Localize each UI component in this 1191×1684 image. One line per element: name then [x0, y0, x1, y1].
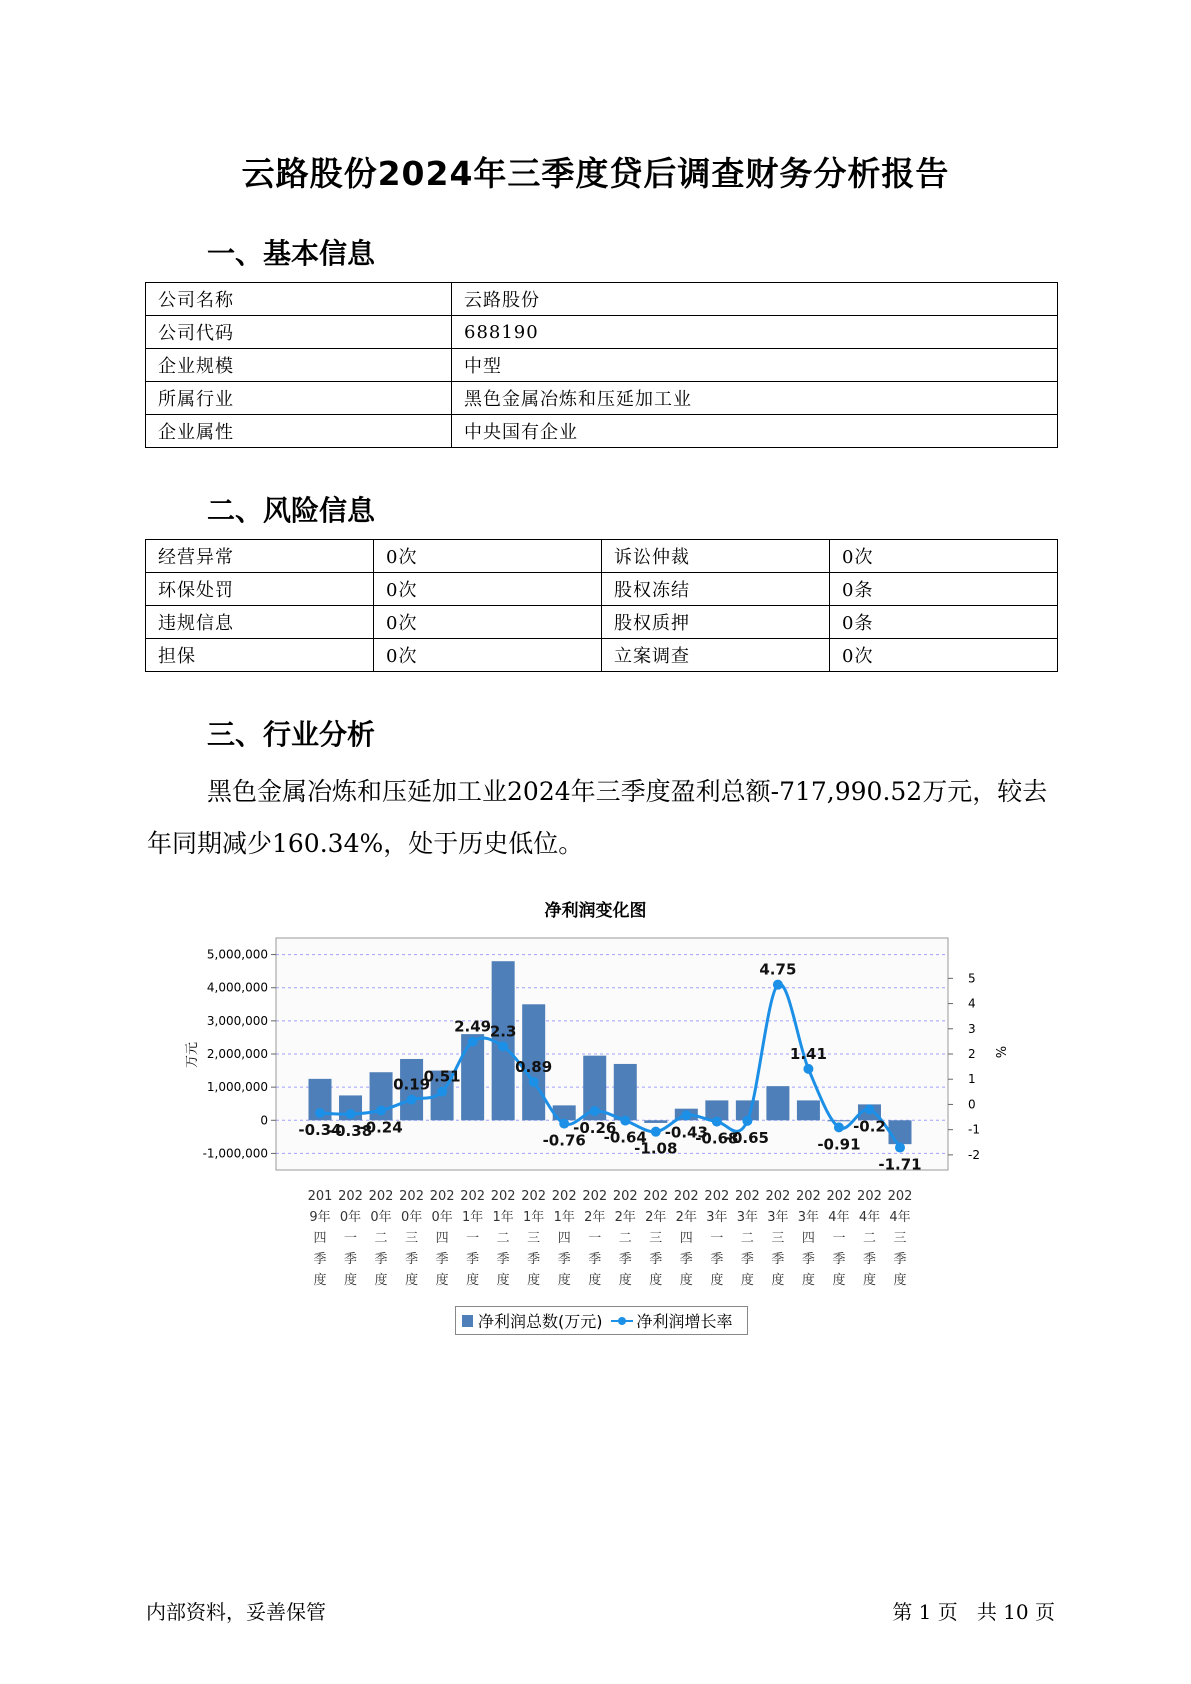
- x-tick-label: 202: [887, 1189, 913, 1204]
- left-tick-label: 0: [260, 1113, 268, 1128]
- bar-5: [461, 1034, 484, 1120]
- data-label-14: -0.65: [725, 1128, 769, 1147]
- x-tick-label: 四: [557, 1231, 571, 1246]
- x-tick-label: 202: [399, 1189, 424, 1204]
- x-tick-label: 0年: [400, 1210, 423, 1225]
- x-tick-label: 季: [771, 1252, 785, 1267]
- x-tick-label: 三: [405, 1231, 419, 1246]
- x-tick-label: 202: [612, 1189, 638, 1204]
- x-tick-label: 一: [344, 1231, 358, 1246]
- right-tick-label: -2: [968, 1147, 980, 1162]
- x-tick-label: 季: [801, 1252, 815, 1267]
- growth-rate-point-8: [559, 1119, 569, 1129]
- x-tick-label: 四: [435, 1231, 449, 1246]
- x-tick-label: 度: [649, 1273, 663, 1288]
- data-label-5: 2.49: [454, 1017, 492, 1036]
- row-label: 公司名称: [146, 283, 452, 316]
- x-tick-label: 202: [460, 1189, 486, 1204]
- risk-label: 诉讼仲裁: [602, 540, 830, 573]
- risk-value: 0次: [374, 540, 602, 573]
- x-tick-label: 2年: [675, 1210, 697, 1225]
- left-tick-label: 4,000,000: [206, 980, 268, 995]
- x-tick-label: 2年: [614, 1210, 636, 1225]
- x-tick-label: 2年: [584, 1210, 606, 1225]
- data-label-19: -1.71: [878, 1155, 922, 1174]
- data-label-8: -0.76: [542, 1131, 586, 1150]
- bar-15: [766, 1086, 789, 1120]
- data-label-4: 0.51: [423, 1067, 461, 1086]
- data-label-17: -0.91: [817, 1135, 861, 1154]
- data-label-7: 0.89: [515, 1057, 553, 1076]
- x-tick-label: 202: [734, 1189, 760, 1204]
- left-tick-label: 1,000,000: [206, 1080, 268, 1095]
- section-heading-basic-info: 一、基本信息: [207, 237, 376, 270]
- risk-label: 股权质押: [602, 606, 830, 639]
- x-tick-label: 度: [893, 1273, 907, 1288]
- x-tick-label: 度: [740, 1273, 754, 1288]
- row-value: 中央国有企业: [452, 415, 1058, 448]
- legend-bar-swatch: [462, 1315, 473, 1327]
- data-label-11: -1.08: [634, 1139, 678, 1158]
- risk-value: 0次: [830, 540, 1058, 573]
- risk-label: 经营异常: [146, 540, 374, 573]
- risk-value: 0条: [830, 573, 1058, 606]
- x-tick-label: 四: [801, 1231, 815, 1246]
- data-label-9: -0.26: [573, 1118, 617, 1137]
- x-tick-label: 度: [832, 1273, 846, 1288]
- x-tick-label: 二: [862, 1231, 876, 1246]
- row-value: 黑色金属冶炼和压延加工业: [452, 382, 1058, 415]
- x-tick-label: 季: [496, 1252, 510, 1267]
- x-tick-label: 季: [679, 1252, 693, 1267]
- x-tick-label: 度: [405, 1273, 419, 1288]
- x-tick-label: 三: [771, 1231, 785, 1246]
- x-tick-label: 202: [857, 1189, 882, 1204]
- x-tick-label: 季: [405, 1252, 419, 1267]
- x-tick-label: 度: [313, 1273, 327, 1288]
- bar-16: [797, 1100, 820, 1120]
- legend-line-label: 净利润增长率: [636, 1312, 733, 1331]
- growth-rate-point-6: [498, 1041, 508, 1051]
- growth-rate-point-1: [346, 1109, 356, 1119]
- data-label-2: -0.24: [359, 1118, 403, 1137]
- x-tick-label: 三: [893, 1231, 907, 1246]
- x-tick-label: 3年: [797, 1210, 820, 1225]
- x-tick-label: 一: [588, 1231, 602, 1246]
- right-tick-label: 2: [968, 1047, 976, 1061]
- x-tick-label: 202: [368, 1189, 394, 1204]
- x-tick-label: 一: [466, 1231, 480, 1246]
- x-tick-label: 度: [679, 1273, 693, 1288]
- data-label-15: 4.75: [759, 960, 797, 979]
- x-tick-label: 度: [435, 1273, 449, 1288]
- legend-bar-label: 净利润总数(万元): [478, 1312, 603, 1331]
- left-tick-label: -1,000,000: [202, 1146, 268, 1161]
- right-tick-label: 5: [968, 971, 976, 986]
- row-value: 中型: [452, 349, 1058, 382]
- x-tick-label: 度: [344, 1273, 358, 1288]
- x-tick-label: 三: [649, 1231, 663, 1246]
- x-tick-label: 202: [551, 1189, 577, 1204]
- risk-value: 0次: [374, 606, 602, 639]
- x-tick-label: 季: [557, 1252, 571, 1267]
- x-tick-label: 度: [496, 1273, 510, 1288]
- x-tick-label: 0年: [370, 1210, 392, 1225]
- growth-rate-point-4: [437, 1087, 447, 1097]
- footer-page-number: 第 1 页 共 10 页: [892, 1600, 1055, 1624]
- x-tick-label: 2年: [645, 1210, 667, 1225]
- x-tick-label: 0年: [339, 1210, 362, 1225]
- risk-label: 股权冻结: [602, 573, 830, 606]
- paragraph-text: 黑色金属冶炼和压延加工业2024年三季度盈利总额-717,990.52万元，较去年同期减少160.34%，处于历史低位。: [147, 777, 1048, 858]
- x-tick-label: 1年: [492, 1210, 514, 1225]
- x-tick-label: 度: [771, 1273, 785, 1288]
- data-label-6: 2.3: [489, 1022, 517, 1041]
- left-tick-label: 2,000,000: [206, 1047, 268, 1061]
- growth-rate-point-14: [742, 1116, 752, 1126]
- data-label-10: -0.64: [603, 1128, 647, 1147]
- growth-rate-point-10: [620, 1116, 630, 1126]
- bar-19: [889, 1120, 912, 1144]
- x-tick-label: 度: [862, 1273, 876, 1288]
- x-tick-label: 202: [826, 1189, 852, 1204]
- row-value: 688190: [452, 316, 1058, 349]
- growth-rate-point-5: [468, 1037, 478, 1047]
- x-tick-label: 季: [374, 1252, 388, 1267]
- right-tick-label: 4: [968, 996, 976, 1011]
- right-tick-label: 3: [968, 1021, 976, 1036]
- growth-rate-point-17: [834, 1122, 844, 1132]
- x-tick-label: 201: [307, 1189, 333, 1204]
- x-tick-label: 季: [832, 1252, 846, 1267]
- x-tick-label: 季: [710, 1252, 724, 1267]
- x-tick-label: 度: [618, 1273, 632, 1288]
- x-tick-label: 1年: [523, 1210, 545, 1225]
- section-heading-risk-info: 二、风险信息: [207, 494, 376, 527]
- chart-legend: [455, 1306, 748, 1335]
- growth-rate-point-19: [895, 1143, 905, 1153]
- x-tick-label: 202: [704, 1189, 730, 1204]
- data-label-18: -0.2: [853, 1117, 886, 1136]
- row-value: 云路股份: [452, 283, 1058, 316]
- x-tick-label: 度: [557, 1273, 571, 1288]
- x-tick-label: 三: [527, 1231, 541, 1246]
- x-tick-label: 季: [466, 1252, 480, 1267]
- left-tick-label: 3,000,000: [206, 1013, 268, 1028]
- growth-rate-point-16: [803, 1064, 813, 1074]
- risk-label: 违规信息: [146, 606, 374, 639]
- x-tick-label: 季: [588, 1252, 602, 1267]
- x-tick-label: 季: [313, 1252, 327, 1267]
- footer-confidential-note: 内部资料，妥善保管: [146, 1600, 326, 1624]
- x-tick-label: 4年: [828, 1210, 850, 1225]
- chart-title: 净利润变化图: [544, 901, 647, 921]
- x-tick-label: 202: [673, 1189, 699, 1204]
- x-tick-label: 202: [490, 1189, 516, 1204]
- x-tick-label: 4年: [889, 1210, 911, 1225]
- x-tick-label: 二: [740, 1231, 754, 1246]
- growth-rate-point-11: [651, 1127, 661, 1137]
- risk-value: 0条: [830, 606, 1058, 639]
- x-tick-label: 202: [338, 1189, 363, 1204]
- x-tick-label: 1年: [553, 1210, 575, 1225]
- x-tick-label: 季: [649, 1252, 663, 1267]
- x-tick-label: 3年: [706, 1210, 728, 1225]
- x-tick-label: 度: [527, 1273, 541, 1288]
- x-tick-label: 度: [588, 1273, 602, 1288]
- data-label-16: 1.41: [789, 1044, 827, 1063]
- row-label: 企业属性: [146, 415, 452, 448]
- x-tick-label: 1年: [461, 1210, 484, 1225]
- x-tick-label: 季: [862, 1252, 876, 1267]
- x-tick-label: 季: [344, 1252, 358, 1267]
- bar-10: [614, 1064, 637, 1120]
- x-tick-label: 二: [496, 1231, 510, 1246]
- risk-value: 0次: [374, 639, 602, 672]
- growth-rate-point-2: [376, 1105, 386, 1115]
- x-tick-label: 度: [710, 1273, 724, 1288]
- left-tick-label: 5,000,000: [206, 947, 268, 962]
- x-tick-label: 二: [618, 1231, 632, 1246]
- legend-line-swatch: [611, 1315, 633, 1327]
- x-tick-label: 一: [832, 1231, 846, 1246]
- data-label-3: 0.19: [393, 1075, 431, 1094]
- x-tick-label: 四: [313, 1231, 327, 1246]
- left-axis-label: 万元: [185, 1041, 200, 1069]
- data-label-13: -0.68: [695, 1129, 739, 1148]
- growth-rate-point-9: [590, 1106, 600, 1116]
- data-label-12: -0.43: [664, 1123, 708, 1142]
- right-axis-label: %: [992, 1045, 1007, 1059]
- x-tick-label: 0年: [431, 1210, 453, 1225]
- risk-label: 担保: [146, 639, 374, 672]
- x-tick-label: 四: [679, 1231, 693, 1246]
- x-tick-label: 202: [643, 1189, 669, 1204]
- risk-value: 0次: [830, 639, 1058, 672]
- row-label: 企业规模: [146, 349, 452, 382]
- x-tick-label: 4年: [858, 1210, 881, 1225]
- right-tick-label: -1: [968, 1122, 980, 1137]
- x-tick-label: 202: [429, 1189, 455, 1204]
- x-tick-label: 季: [893, 1252, 907, 1267]
- growth-rate-point-0: [315, 1108, 325, 1118]
- risk-label: 环保处罚: [146, 573, 374, 606]
- row-label: 所属行业: [146, 382, 452, 415]
- right-tick-label: 0: [968, 1097, 976, 1112]
- growth-rate-point-18: [864, 1104, 874, 1114]
- risk-label: 立案调查: [602, 639, 830, 672]
- growth-rate-point-15: [773, 980, 783, 990]
- right-tick-label: 1: [968, 1072, 976, 1087]
- risk-value: 0次: [374, 573, 602, 606]
- data-label-1: -0.38: [328, 1122, 373, 1141]
- row-label: 公司代码: [146, 316, 452, 349]
- growth-rate-point-13: [712, 1117, 722, 1127]
- x-tick-label: 二: [374, 1231, 388, 1246]
- x-tick-label: 季: [435, 1252, 449, 1267]
- x-tick-label: 季: [527, 1252, 541, 1267]
- growth-rate-point-7: [529, 1077, 539, 1087]
- growth-rate-point-3: [407, 1095, 417, 1105]
- x-tick-label: 202: [796, 1189, 821, 1204]
- growth-rate-point-12: [681, 1110, 691, 1120]
- x-tick-label: 3年: [736, 1210, 759, 1225]
- x-tick-label: 202: [582, 1189, 608, 1204]
- document-title: 云路股份2024年三季度贷后调查财务分析报告: [241, 154, 950, 193]
- x-tick-label: 度: [374, 1273, 388, 1288]
- x-tick-label: 季: [618, 1252, 632, 1267]
- section-heading-industry-analysis: 三、行业分析: [207, 718, 376, 751]
- x-tick-label: 一: [710, 1231, 724, 1246]
- x-tick-label: 9年: [309, 1210, 331, 1225]
- x-tick-label: 季: [740, 1252, 754, 1267]
- data-label-0: -0.34: [298, 1121, 342, 1140]
- x-tick-label: 度: [466, 1273, 480, 1288]
- x-tick-label: 3年: [767, 1210, 789, 1225]
- x-tick-label: 202: [765, 1189, 791, 1204]
- x-tick-label: 202: [521, 1189, 547, 1204]
- x-tick-label: 度: [801, 1273, 815, 1288]
